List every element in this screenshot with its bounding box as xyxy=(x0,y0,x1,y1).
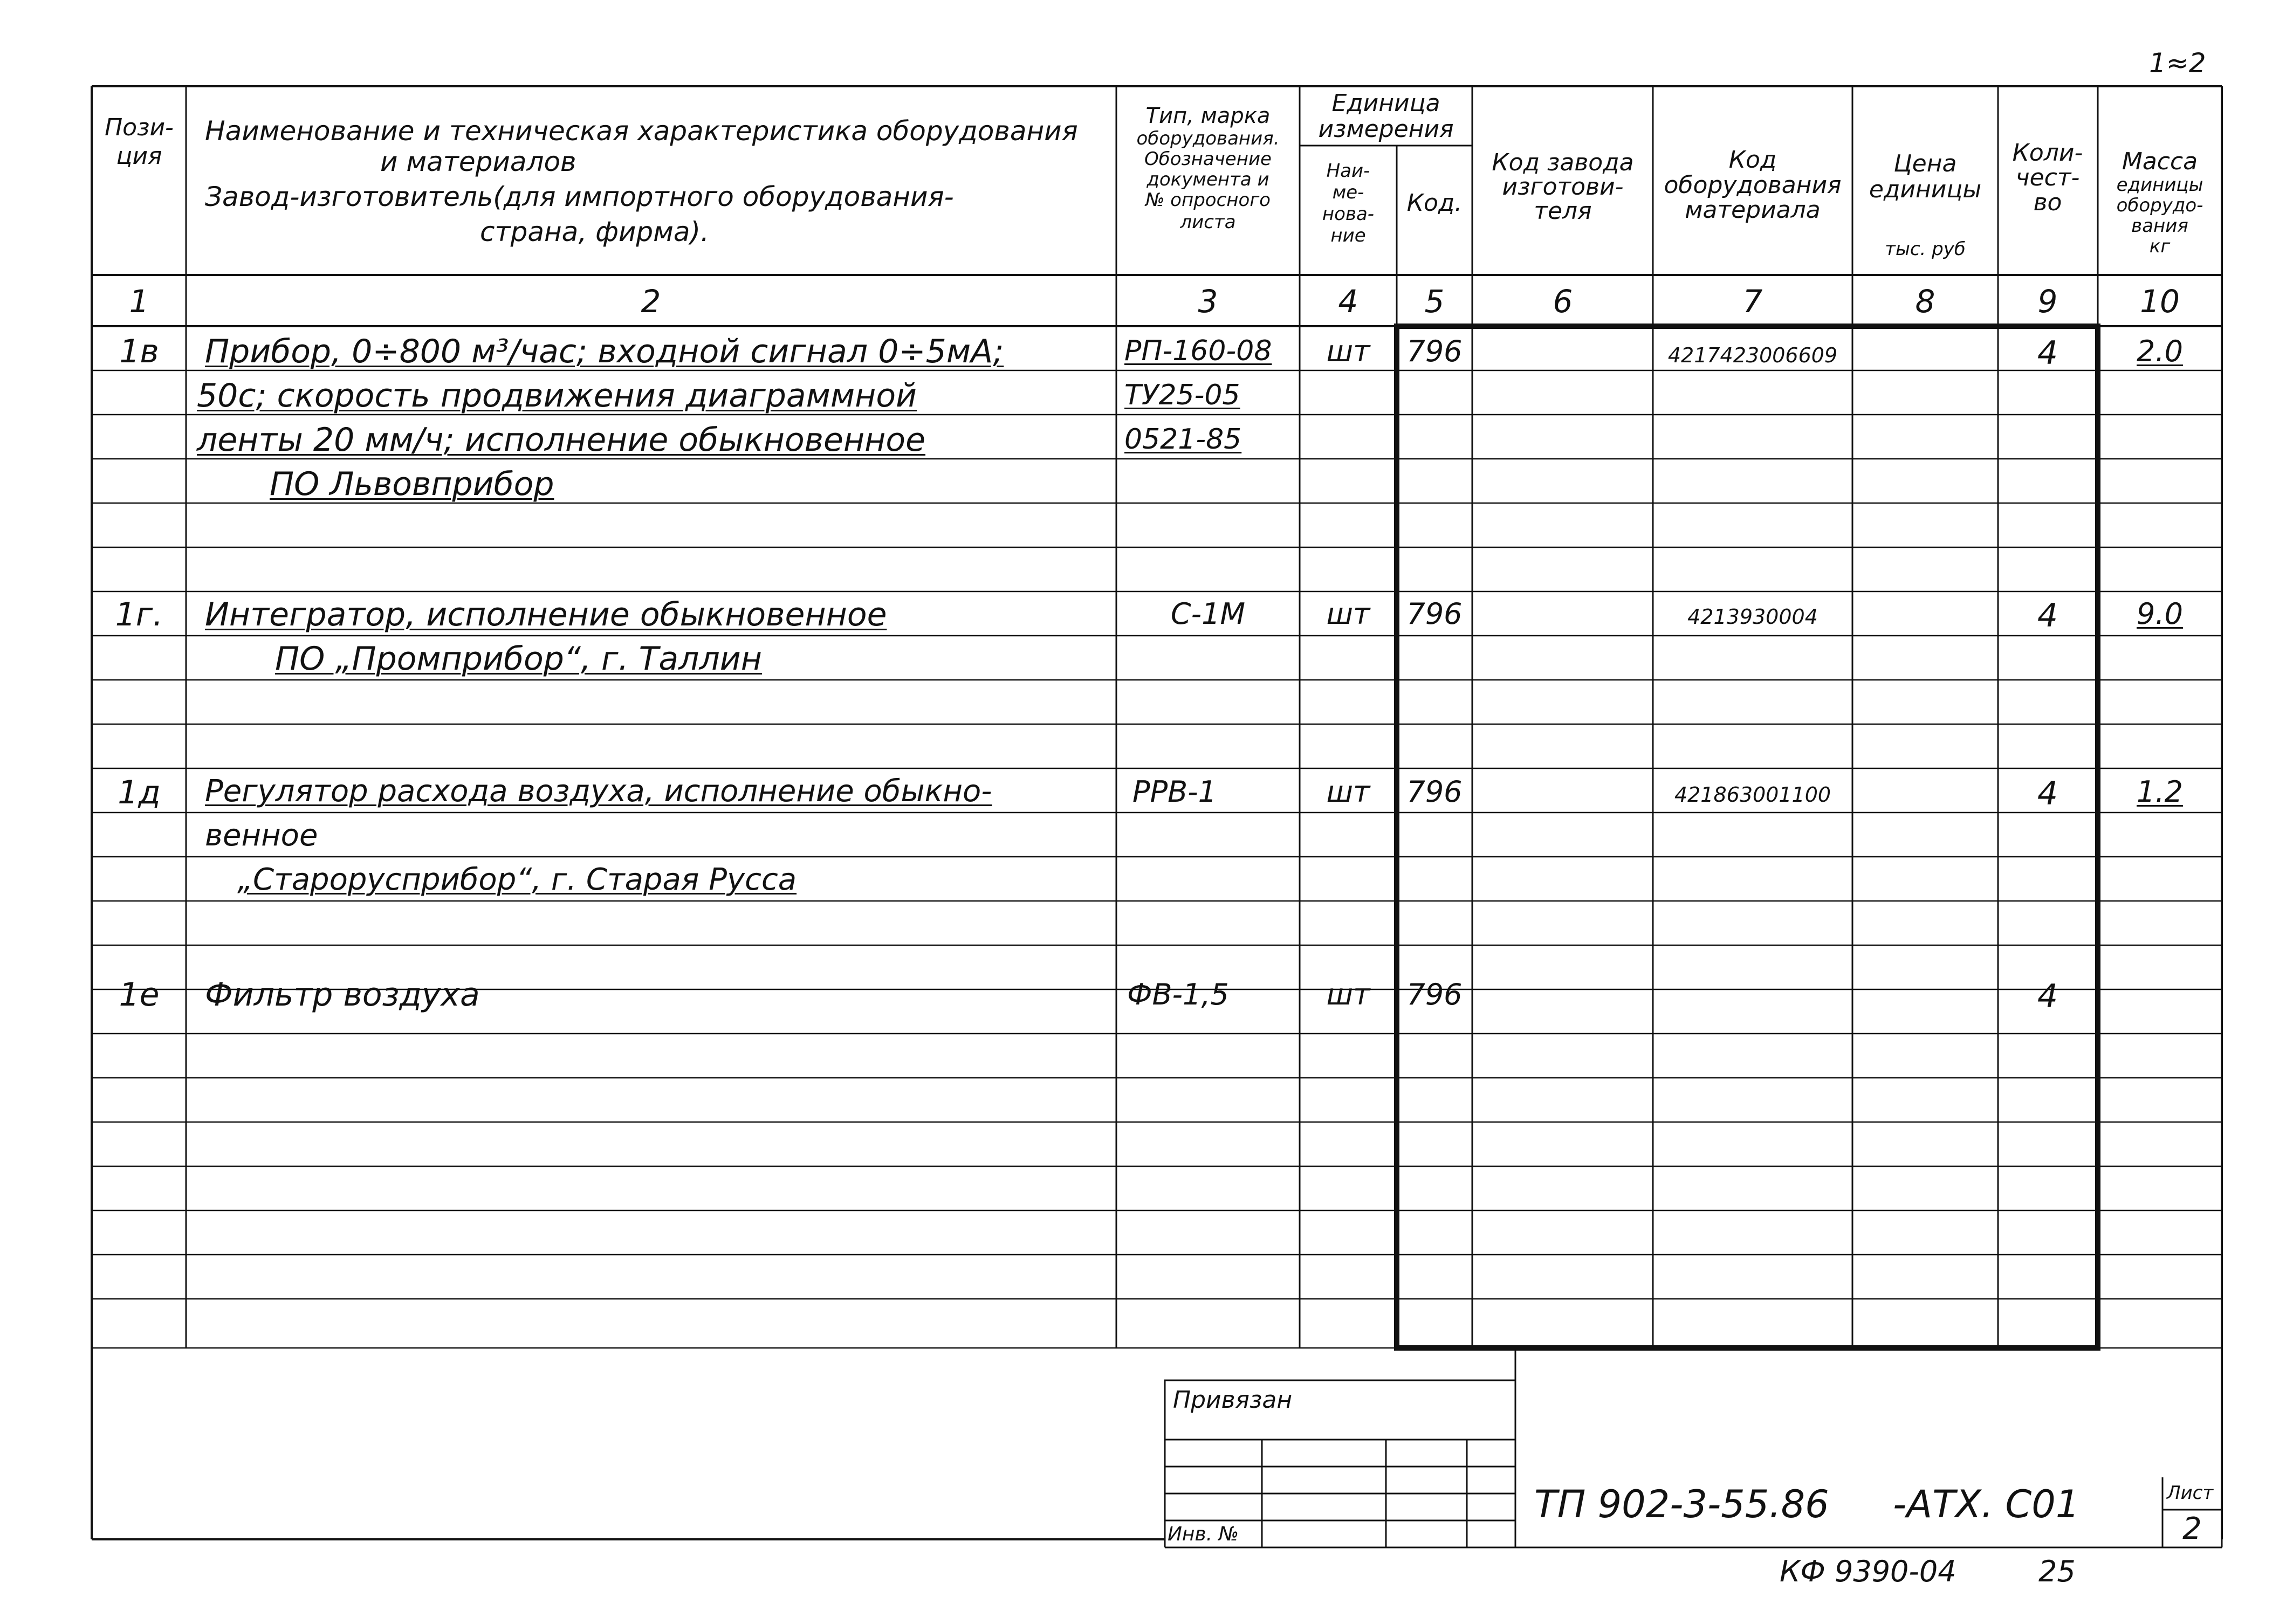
item-type-line: ТУ25-05 xyxy=(1124,379,1240,411)
column-number: 4 xyxy=(1338,283,1358,320)
item-position: 1д xyxy=(118,774,161,811)
corner-page-mark: 1≈2 xyxy=(2149,47,2206,79)
item-type-line: С-1М xyxy=(1170,597,1246,631)
item-type-line: РРВ-1 xyxy=(1132,775,1217,809)
item-unit-code: 796 xyxy=(1406,775,1463,809)
item-unit: шт xyxy=(1326,334,1370,368)
column-number: 9 xyxy=(2037,283,2058,320)
item-unit: шт xyxy=(1326,775,1370,809)
item-position: 1г. xyxy=(115,596,163,634)
header-price: тыс. руб xyxy=(1885,238,1966,260)
header-quantity: во xyxy=(2033,189,2062,216)
header-unit-name: нова- xyxy=(1322,203,1375,225)
item-type-line: ФВ-1,5 xyxy=(1127,978,1229,1011)
header-equipment-code: Код xyxy=(1728,146,1777,174)
header-position: Пози- xyxy=(105,114,174,141)
header-type: оборудования. xyxy=(1136,128,1280,149)
header-factory-code: Код завода xyxy=(1492,149,1634,176)
header-type: документа и xyxy=(1146,169,1269,190)
header-quantity: Коли- xyxy=(2012,139,2083,167)
header-type: Обозначение xyxy=(1144,148,1272,170)
item-equipment-code: 4213930004 xyxy=(1687,605,1818,629)
column-number: 6 xyxy=(1553,283,1573,320)
item-name-line: Фильтр воздуха xyxy=(205,976,480,1014)
item-equipment-code: 421863001100 xyxy=(1674,783,1831,807)
item-quantity: 4 xyxy=(2037,334,2058,372)
item-name-line: „Старорусприбор“, г. Старая Русса xyxy=(237,862,797,897)
item-quantity: 4 xyxy=(2037,775,2058,813)
table-grid xyxy=(92,86,2222,1547)
header-mass: кг xyxy=(2149,236,2171,257)
item-name-line: Интегратор, исполнение обыкновенное xyxy=(205,596,887,634)
header-unit-group: измерения xyxy=(1318,115,1454,143)
header-unit-name: Наи- xyxy=(1326,160,1370,182)
item-unit-code: 796 xyxy=(1406,334,1463,368)
header-unit-group: Единица xyxy=(1331,90,1440,117)
item-position: 1в xyxy=(119,333,159,370)
item-unit-code: 796 xyxy=(1406,597,1463,631)
archive-number: КФ 9390-04 xyxy=(1780,1554,1956,1588)
item-position: 1е xyxy=(119,976,160,1014)
item-name-line: Прибор, 0÷800 м³/час; входной сигнал 0÷5мА; xyxy=(205,333,1004,370)
item-name-line: венное xyxy=(205,818,318,853)
item-type-line: РП-160-08 xyxy=(1124,335,1272,367)
header-equipment-code: материала xyxy=(1685,196,1821,224)
item-name-line: ПО Львовприбор xyxy=(270,465,554,503)
header-unit-name: ме- xyxy=(1332,182,1364,203)
stamp-sheet-number: 2 xyxy=(2182,1511,2202,1546)
header-position: ция xyxy=(116,142,162,170)
item-mass: 9.0 xyxy=(2137,597,2183,631)
header-mass: оборудо- xyxy=(2116,195,2203,216)
column-number: 8 xyxy=(1915,283,1935,320)
item-unit: шт xyxy=(1326,597,1370,631)
header-factory-code: теля xyxy=(1534,197,1592,225)
stamp-inv-no: Инв. № xyxy=(1168,1523,1239,1545)
stamp-doc-code: -АТХ. С01 xyxy=(1893,1482,2080,1526)
header-name: и материалов xyxy=(380,146,576,177)
header-quantity: чест- xyxy=(2015,164,2080,191)
stamp-sheet-label: Лист xyxy=(2167,1482,2214,1504)
header-price: Цена xyxy=(1893,150,1957,177)
header-name: страна, фирма). xyxy=(480,216,709,247)
header-unit-name: ние xyxy=(1330,225,1366,246)
item-type-line: 0521-85 xyxy=(1124,423,1242,456)
item-unit-code: 796 xyxy=(1406,978,1463,1011)
header-name: Завод-изготовитель(для импортного оборудования- xyxy=(205,181,954,212)
item-mass: 2.0 xyxy=(2137,334,2183,368)
header-mass: вания xyxy=(2131,215,2188,237)
header-price: единицы xyxy=(1869,176,1982,203)
column-number: 3 xyxy=(1198,283,1218,320)
header-factory-code: изготови- xyxy=(1502,173,1624,201)
header-type: Тип, марка xyxy=(1145,104,1271,128)
item-name-line: ПО „Промприбор“, г. Таллин xyxy=(275,640,763,678)
header-type: № опросного xyxy=(1145,189,1271,211)
column-number: 2 xyxy=(641,283,661,320)
item-unit: шт xyxy=(1326,978,1370,1011)
column-number: 7 xyxy=(1742,283,1763,320)
item-quantity: 4 xyxy=(2037,978,2058,1015)
item-mass: 1.2 xyxy=(2137,775,2183,809)
item-name-line: 50с; скорость продвижения диаграммной xyxy=(197,377,917,415)
header-type: листа xyxy=(1180,211,1236,233)
header-name: Наименование и техническая характеристика оборудования xyxy=(205,115,1078,147)
item-quantity: 4 xyxy=(2037,597,2058,635)
column-number: 10 xyxy=(2140,283,2180,320)
header-mass: единицы xyxy=(2116,174,2203,196)
header-unit-code: Код. xyxy=(1406,189,1463,217)
item-equipment-code: 4217423006609 xyxy=(1667,343,1838,367)
stamp-privyazan: Привязан xyxy=(1173,1386,1293,1414)
header-equipment-code: оборудования xyxy=(1664,171,1842,199)
item-name-line: Регулятор расхода воздуха, исполнение обыкно- xyxy=(205,774,992,809)
item-name-line: ленты 20 мм/ч; исполнение обыкновенное xyxy=(197,421,926,459)
column-number: 1 xyxy=(129,283,149,320)
header-mass: Масса xyxy=(2122,148,2198,175)
stamp-designation: ТП 902-3-55.86 xyxy=(1534,1482,1829,1526)
column-number: 5 xyxy=(1424,283,1445,320)
format-number: 25 xyxy=(2038,1554,2076,1588)
